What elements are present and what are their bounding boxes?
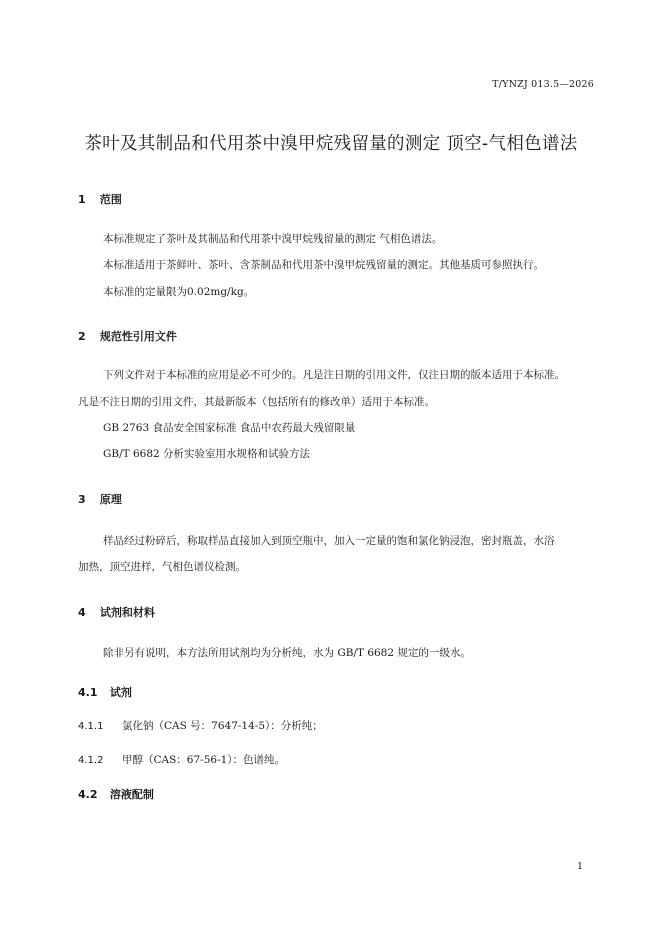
- subsection-title: 溶液配制: [109, 788, 154, 801]
- subsection-number: 4.2: [78, 788, 98, 801]
- section-number: 2: [78, 330, 86, 343]
- reference-gb2763: GB 2763 食品安全国家标准 食品中农药最大残留限量: [103, 422, 356, 434]
- subsection-heading-solution-preparation: [78, 786, 154, 802]
- paragraph: 样品经过粉碎后，称取样品直接加入到顶空瓶中，加入一定量的饱和氯化钠浸泡，密封瓶盖，水浴: [103, 535, 555, 547]
- section-number: 4: [78, 606, 86, 619]
- section-number: 3: [78, 493, 86, 506]
- list-item: [78, 752, 285, 767]
- document-title: 茶叶及其制品和代用茶中溴甲烷残留量的测定 顶空-气相色谱法: [84, 134, 578, 154]
- paragraph: 除非另有说明，本方法所用试剂均为分析纯，水为 GB/T 6682 规定的一级水。: [103, 647, 471, 659]
- subsection-title: 试剂: [109, 686, 132, 699]
- section-heading-scope: [78, 191, 122, 207]
- section-title: 原理: [99, 493, 122, 506]
- item-number: 4.1.1: [78, 721, 104, 732]
- section-title: 规范性引用文件: [99, 330, 177, 343]
- item-number: 4.1.2: [78, 755, 104, 766]
- paragraph: 下列文件对于本标准的应用是必不可少的。凡是注日期的引用文件，仅注日期的版本适用于本标准。: [103, 369, 565, 381]
- list-item: [78, 718, 323, 733]
- paragraph: 本标准适用于茶鲜叶、茶叶、含茶制品和代用茶中溴甲烷残留量的测定。其他基质可参照执行。: [103, 259, 544, 271]
- section-heading-principle: [78, 491, 122, 507]
- section-number: 1: [78, 193, 86, 206]
- subsection-number: 4.1: [78, 686, 98, 699]
- standard-code: T/YNZJ 013.5—2026: [492, 79, 594, 90]
- subsection-heading-reagents: [78, 684, 132, 700]
- reference-gbt6682: GB/T 6682 分析实验室用水规格和试验方法: [103, 448, 311, 460]
- section-heading-reagents: [78, 604, 155, 620]
- section-title: 试剂和材料: [99, 606, 155, 619]
- section-title: 范围: [99, 193, 122, 206]
- item-text: 氯化钠（CAS 号：7647-14-5）：分析纯；: [122, 720, 323, 732]
- page-number: 1: [576, 861, 583, 872]
- item-text: 甲醇（CAS：67-56-1）：色谱纯。: [122, 754, 286, 766]
- paragraph: 本标准规定了茶叶及其制品和代用茶中溴甲烷残留量的测定 气相色谱法。: [103, 233, 443, 245]
- paragraph: 加热，顶空进样，气相色谱仪检测。: [78, 561, 246, 573]
- paragraph: 本标准的定量限为0.02mg/kg。: [103, 286, 255, 298]
- paragraph: 凡是不注日期的引用文件，其最新版本（包括所有的修改单）适用于本标准。: [78, 396, 435, 408]
- section-heading-normative-references: [78, 328, 177, 344]
